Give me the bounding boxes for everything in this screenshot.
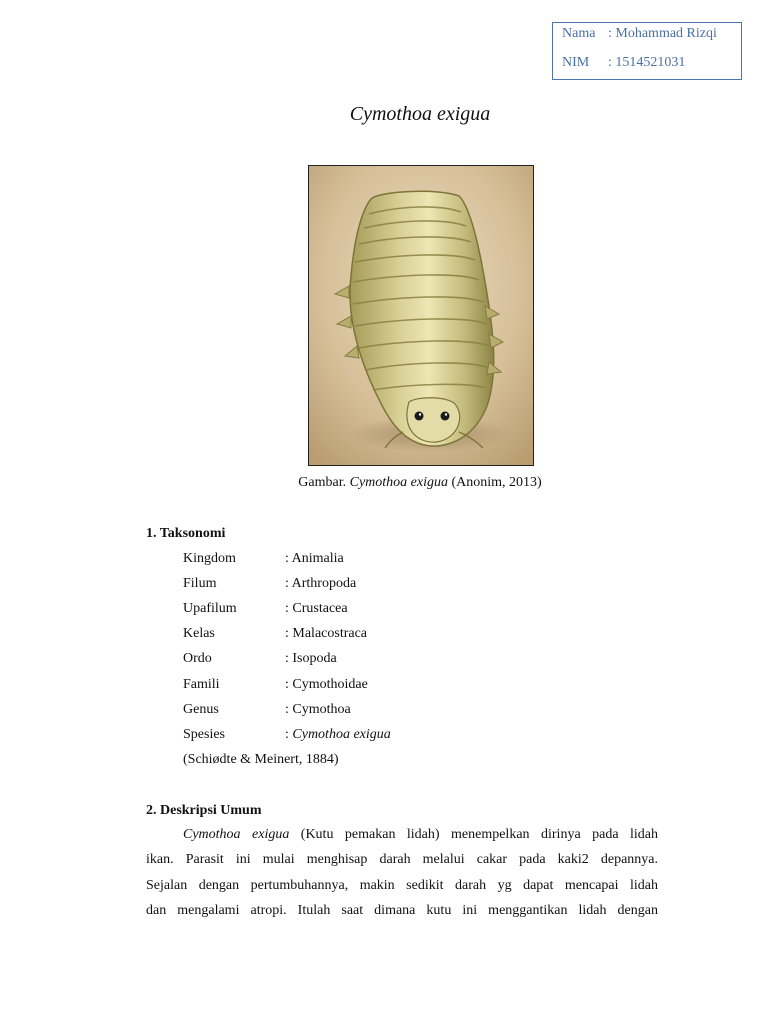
- taxonomy-species-value: Cymothoa exigua: [292, 727, 391, 742]
- figure-caption: [0, 475, 768, 491]
- isopod-illustration: [309, 166, 533, 465]
- taxonomy-rank: Famili: [183, 677, 220, 692]
- nim-value: : 1514521031: [608, 55, 686, 70]
- taxonomy-rank: Kingdom: [183, 551, 236, 566]
- caption-suffix: (Anonim, 2013): [447, 475, 542, 490]
- taxonomy-row: [183, 551, 344, 567]
- taxonomy-value: : Malacostraca: [285, 626, 368, 641]
- nim-label: NIM: [562, 55, 590, 70]
- taxonomy-authority: (Schiødte & Meinert, 1884): [183, 752, 339, 767]
- taxonomy-rank: Ordo: [183, 651, 212, 666]
- taxonomy-value: : Crustacea: [285, 601, 348, 616]
- page-title: Cymothoa exigua: [349, 103, 491, 125]
- description-heading: 2. Deskripsi Umum: [146, 803, 262, 818]
- taxonomy-value: : Cymothoidae: [285, 677, 368, 692]
- taxonomy-row: [183, 626, 367, 642]
- taxonomy-value-prefix: :: [285, 727, 293, 742]
- taxonomy-rank: Genus: [183, 702, 219, 717]
- taxonomy-row: [183, 576, 356, 592]
- taxonomy-value: : Cymothoa: [285, 702, 351, 717]
- caption-species: Cymothoa exigua: [349, 475, 448, 490]
- student-identity-box: [552, 22, 742, 80]
- taxonomy-row: [183, 727, 391, 743]
- nim-row: [562, 55, 685, 71]
- taxonomy-rank: Kelas: [183, 626, 215, 641]
- taxonomy-value: : Isopoda: [285, 651, 337, 666]
- taxonomy-row: [183, 601, 348, 617]
- taxonomy-heading: 1. Taksonomi: [146, 526, 226, 541]
- taxonomy-row: [183, 677, 368, 693]
- description-species: Cymothoa exigua: [183, 827, 290, 842]
- taxonomy-rank: Upafilum: [183, 601, 237, 616]
- taxonomy-value: : Arthropoda: [285, 576, 357, 591]
- description-line: dan mengalami atropi. Itulah saat dimana kutu ini menggantikan lidah dengan: [146, 903, 658, 918]
- taxonomy-row: [183, 651, 337, 667]
- taxonomy-rank: Spesies: [183, 727, 225, 742]
- taxonomy-row: [183, 702, 351, 718]
- caption-prefix: Gambar.: [298, 475, 350, 490]
- description-line: ikan. Parasit ini mulai menghisap darah melalui cakar pada kaki2 depannya.: [146, 852, 658, 867]
- description-line: [183, 827, 658, 843]
- name-row: [562, 26, 717, 42]
- specimen-photo: [308, 165, 534, 466]
- description-line: Sejalan dengan pertumbuhannya, makin sedikit darah yg dapat mencapai lidah: [146, 878, 658, 893]
- description-text: (Kutu pemakan lidah) menempelkan dirinya pada lidah: [289, 827, 658, 842]
- taxonomy-value: : Animalia: [285, 551, 344, 566]
- name-label: Nama: [562, 26, 596, 41]
- taxonomy-rank: Filum: [183, 576, 217, 591]
- name-value: : Mohammad Rizqi: [608, 26, 717, 41]
